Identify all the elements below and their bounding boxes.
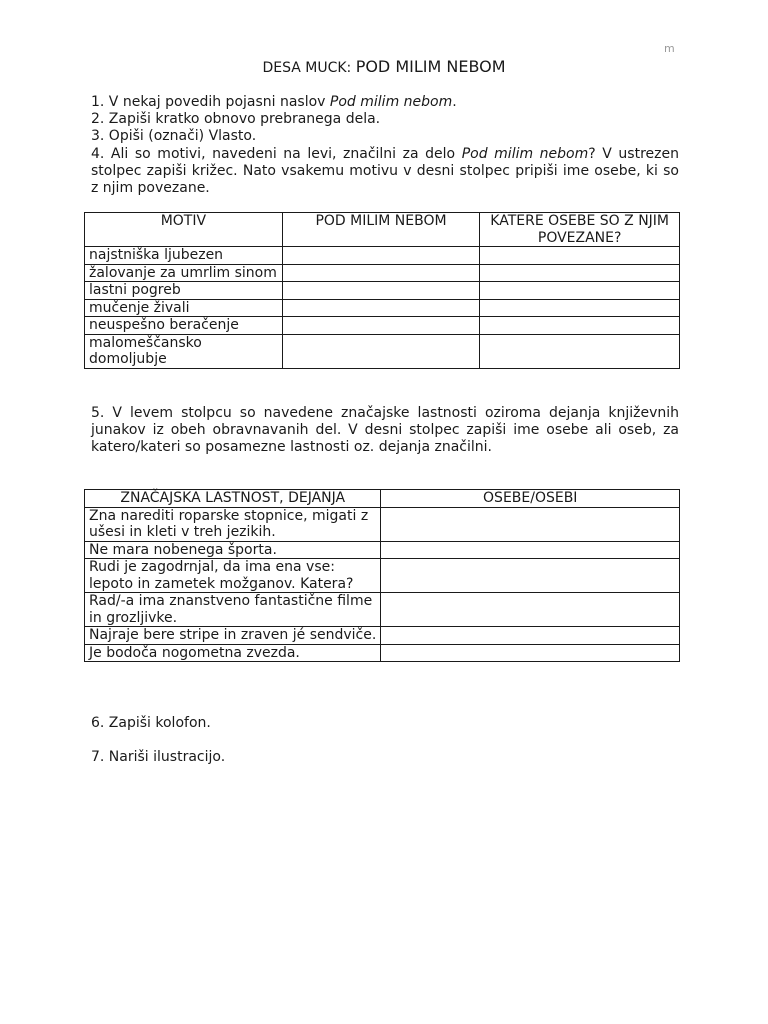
intro-questions	[91, 94, 679, 197]
question-6: 6. Zapiši kolofon.	[91, 715, 211, 731]
trait-cell: Rudi je zagodrnjal, da ima ena vse: lepoto in zametek možganov. Katera?	[85, 559, 381, 593]
answer-cell[interactable]	[282, 282, 480, 300]
motif-cell: mučenje živali	[85, 299, 283, 317]
table-row	[85, 317, 680, 335]
question-5: 5. V levem stolpcu so navedene značajske lastnosti oziroma dejanja književnih junakov iz obeh obravnavanih del. V desni stolpec zapiši ime osebe ali oseb, za katero/kateri so posamezne lastnosti oz. dejanja značilni.	[91, 405, 679, 456]
title-author: DESA MUCK:	[262, 60, 356, 76]
trait-cell: Rad/-a ima znanstveno fantastične filme in grozljivke.	[85, 593, 381, 627]
question-2: 2. Zapiši kratko obnovo prebranega dela.	[91, 111, 381, 128]
question-5-block	[91, 405, 679, 457]
answer-cell[interactable]	[381, 559, 680, 593]
table-row	[85, 507, 680, 541]
table-row	[85, 334, 680, 368]
answer-cell[interactable]	[282, 334, 480, 368]
table-row	[85, 559, 680, 593]
question-4	[91, 146, 679, 198]
question-1-text: 1. V nekaj povedih pojasni naslov	[91, 94, 330, 110]
answer-cell[interactable]	[282, 299, 480, 317]
traits-table	[84, 489, 680, 662]
question-6-block	[91, 715, 679, 732]
motif-cell: neuspešno beračenje	[85, 317, 283, 335]
answer-cell[interactable]	[282, 264, 480, 282]
table-row	[85, 627, 680, 645]
motif-table	[84, 212, 680, 369]
question-1	[91, 94, 679, 111]
table-row	[85, 299, 680, 317]
question-1-title: Pod milim nebom	[329, 94, 453, 110]
question-3: 3. Opiši (označi) Vlasto.	[91, 128, 257, 145]
question-7: 7. Nariši ilustracijo.	[91, 749, 226, 765]
answer-cell[interactable]	[480, 247, 680, 265]
motif-cell: lastni pogreb	[85, 282, 283, 300]
answer-cell[interactable]	[480, 264, 680, 282]
table-row	[85, 264, 680, 282]
answer-cell[interactable]	[381, 541, 680, 559]
header-osebe-osebi: OSEBE/OSEBI	[381, 490, 680, 508]
answer-cell[interactable]	[480, 299, 680, 317]
table-row	[85, 282, 680, 300]
corner-mark: m	[664, 42, 675, 55]
answer-cell[interactable]	[381, 593, 680, 627]
answer-cell[interactable]	[282, 317, 480, 335]
motif-table-header	[85, 213, 680, 247]
answer-cell[interactable]	[480, 334, 680, 368]
question-4-end: ? V ustrezen stolpec zapiši križec. Nato vsakemu motivu v desni stolpec pripiši ime osebe, ki so z njim povezane.	[91, 145, 679, 197]
answer-cell[interactable]	[480, 282, 680, 300]
header-pod-milim-nebom: POD MILIM NEBOM	[282, 213, 480, 247]
page-title	[0, 57, 768, 76]
question-1-end: .	[452, 94, 457, 110]
title-work: POD MILIM NEBOM	[355, 57, 506, 76]
answer-cell[interactable]	[282, 247, 480, 265]
answer-cell[interactable]	[480, 317, 680, 335]
header-lastnost: ZNAČAJSKA LASTNOST, DEJANJA	[85, 490, 381, 508]
motif-cell: malomeščansko domoljubje	[85, 334, 283, 368]
motif-cell: najstniška ljubezen	[85, 247, 283, 265]
traits-table-header	[85, 490, 680, 508]
question-7-block	[91, 749, 679, 766]
question-4-text: 4. Ali so motivi, navedeni na levi, značilni za delo	[91, 145, 462, 162]
answer-cell[interactable]	[381, 644, 680, 662]
header-osebe: KATERE OSEBE SO Z NJIM POVEZANE?	[480, 213, 680, 247]
answer-cell[interactable]	[381, 507, 680, 541]
question-4-title: Pod milim nebom	[461, 145, 589, 162]
trait-cell: Ne mara nobenega športa.	[85, 541, 381, 559]
trait-cell: Najraje bere stripe in zraven jé sendviče.	[85, 627, 381, 645]
table-row	[85, 247, 680, 265]
trait-cell: Zna narediti roparske stopnice, migati z ušesi in kleti v treh jezikih.	[85, 507, 381, 541]
motif-cell: žalovanje za umrlim sinom	[85, 264, 283, 282]
table-row	[85, 644, 680, 662]
answer-cell[interactable]	[381, 627, 680, 645]
header-motiv: MOTIV	[85, 213, 283, 247]
trait-cell: Je bodoča nogometna zvezda.	[85, 644, 381, 662]
table-row	[85, 593, 680, 627]
table-row	[85, 541, 680, 559]
